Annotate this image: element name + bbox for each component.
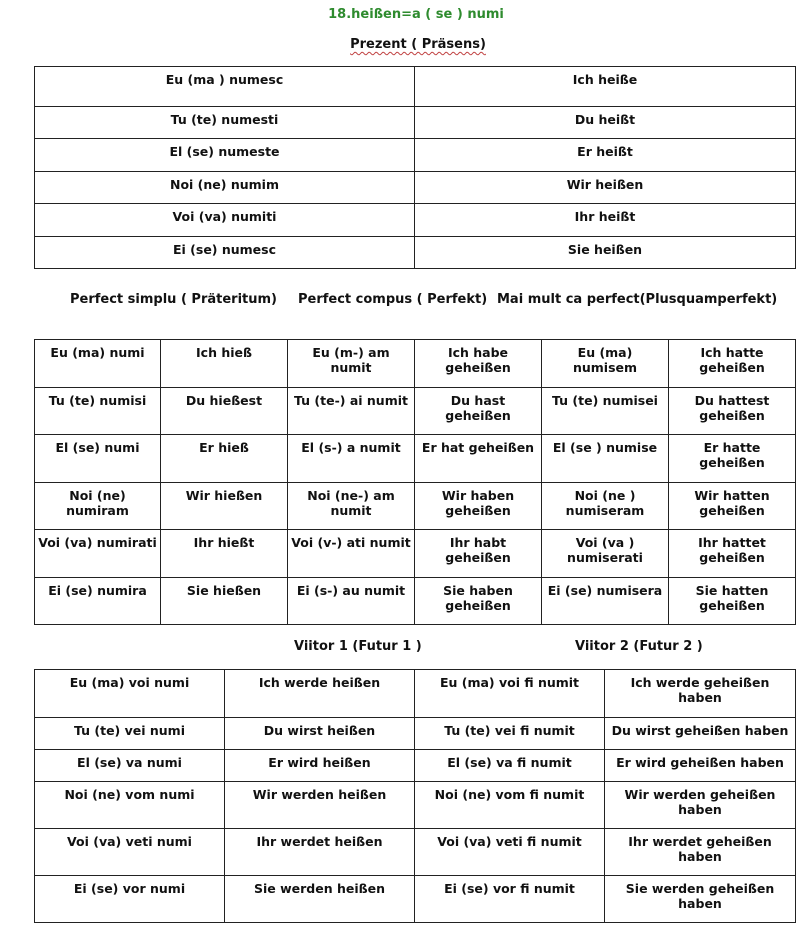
past-heading-preterite: Perfect simplu ( Präteritum) bbox=[70, 292, 277, 307]
present-cell: Sie heißen bbox=[415, 237, 796, 269]
future-cell: Voi (va) veti fi numit bbox=[415, 829, 605, 876]
past-cell: Sie hatten geheißen bbox=[669, 578, 796, 625]
past-cell: Tu (te) numisei bbox=[542, 388, 669, 435]
past-heading-pluperfect: Mai mult ca perfect(Plusquamperfekt) bbox=[497, 292, 778, 307]
future-cell: Ei (se) vor numi bbox=[35, 876, 225, 923]
future-row bbox=[35, 829, 796, 876]
past-row bbox=[35, 340, 796, 388]
future-cell: Du wirst heißen bbox=[225, 718, 415, 750]
future-cell: Noi (ne) vom fi numit bbox=[415, 782, 605, 829]
past-cell: Tu (te-) ai numit bbox=[288, 388, 415, 435]
future-row bbox=[35, 782, 796, 829]
past-cell: Du hießest bbox=[161, 388, 288, 435]
future-cell: Ich werde heißen bbox=[225, 670, 415, 718]
present-cell: Eu (ma ) numesc bbox=[35, 67, 415, 107]
past-cell: Wir hießen bbox=[161, 483, 288, 530]
past-cell: Eu (ma) numi bbox=[35, 340, 161, 388]
future-row bbox=[35, 750, 796, 782]
present-cell: Er heißt bbox=[415, 139, 796, 172]
future-cell: Eu (ma) voi numi bbox=[35, 670, 225, 718]
future-row bbox=[35, 670, 796, 718]
present-cell: Voi (va) numiti bbox=[35, 204, 415, 237]
past-row bbox=[35, 435, 796, 483]
past-cell: Er hat geheißen bbox=[415, 435, 542, 483]
future2-heading: Viitor 2 (Futur 2 ) bbox=[575, 639, 703, 654]
past-cell: Ich habe geheißen bbox=[415, 340, 542, 388]
future-cell: El (se) va fi numit bbox=[415, 750, 605, 782]
present-cell: Ei (se) numesc bbox=[35, 237, 415, 269]
past-cell: Ei (s-) au numit bbox=[288, 578, 415, 625]
future-cell: Er wird heißen bbox=[225, 750, 415, 782]
present-row bbox=[35, 172, 796, 204]
past-cell: Noi (ne) numiram bbox=[35, 483, 161, 530]
past-cell: Ich hatte geheißen bbox=[669, 340, 796, 388]
present-heading-text: Prezent ( Präsens) bbox=[350, 37, 486, 52]
past-cell: Voi (va) numirati bbox=[35, 530, 161, 578]
past-cell: Ihr habt geheißen bbox=[415, 530, 542, 578]
past-cell: Tu (te) numisi bbox=[35, 388, 161, 435]
future-cell: Wir werden heißen bbox=[225, 782, 415, 829]
future-cell: Ei (se) vor fi numit bbox=[415, 876, 605, 923]
future-cell: Er wird geheißen haben bbox=[605, 750, 796, 782]
future-cell: Noi (ne) vom numi bbox=[35, 782, 225, 829]
future-cell: Ihr werdet heißen bbox=[225, 829, 415, 876]
future-cell: Voi (va) veti numi bbox=[35, 829, 225, 876]
past-cell: El (s-) a numit bbox=[288, 435, 415, 483]
future-cell: Tu (te) vei fi numit bbox=[415, 718, 605, 750]
future-row bbox=[35, 876, 796, 923]
present-cell: El (se) numeste bbox=[35, 139, 415, 172]
past-cell: Ei (se) numira bbox=[35, 578, 161, 625]
past-cell: Er hatte geheißen bbox=[669, 435, 796, 483]
future-cell: El (se) va numi bbox=[35, 750, 225, 782]
past-cell: Voi (va ) numiserati bbox=[542, 530, 669, 578]
past-cell: Ich hieß bbox=[161, 340, 288, 388]
future-cell: Eu (ma) voi fi numit bbox=[415, 670, 605, 718]
past-cell: Du hast geheißen bbox=[415, 388, 542, 435]
past-table bbox=[34, 339, 796, 625]
past-cell: Eu (m-) am numit bbox=[288, 340, 415, 388]
future-cell: Du wirst geheißen haben bbox=[605, 718, 796, 750]
future-cell: Wir werden geheißen haben bbox=[605, 782, 796, 829]
past-cell: El (se) numi bbox=[35, 435, 161, 483]
present-row bbox=[35, 139, 796, 172]
future-cell: Sie werden heißen bbox=[225, 876, 415, 923]
past-cell: El (se ) numise bbox=[542, 435, 669, 483]
past-cell: Ihr hattet geheißen bbox=[669, 530, 796, 578]
past-cell: Wir hatten geheißen bbox=[669, 483, 796, 530]
past-row bbox=[35, 388, 796, 435]
present-cell: Ich heiße bbox=[415, 67, 796, 107]
past-cell: Noi (ne-) am numit bbox=[288, 483, 415, 530]
past-cell: Sie hießen bbox=[161, 578, 288, 625]
present-row bbox=[35, 67, 796, 107]
past-cell: Ei (se) numisera bbox=[542, 578, 669, 625]
future1-heading: Viitor 1 (Futur 1 ) bbox=[294, 639, 422, 654]
past-heading-perfect: Perfect compus ( Perfekt) bbox=[298, 292, 488, 307]
present-cell: Noi (ne) numim bbox=[35, 172, 415, 204]
present-heading bbox=[0, 37, 810, 52]
present-cell: Tu (te) numesti bbox=[35, 107, 415, 139]
past-row bbox=[35, 483, 796, 530]
past-cell: Wir haben geheißen bbox=[415, 483, 542, 530]
present-cell: Du heißt bbox=[415, 107, 796, 139]
future-cell: Sie werden geheißen haben bbox=[605, 876, 796, 923]
past-cell: Eu (ma) numisem bbox=[542, 340, 669, 388]
present-cell: Wir heißen bbox=[415, 172, 796, 204]
future-cell: Ich werde geheißen haben bbox=[605, 670, 796, 718]
past-cell: Du hattest geheißen bbox=[669, 388, 796, 435]
past-cell: Sie haben geheißen bbox=[415, 578, 542, 625]
present-cell: Ihr heißt bbox=[415, 204, 796, 237]
present-row bbox=[35, 204, 796, 237]
future-row bbox=[35, 718, 796, 750]
past-row bbox=[35, 578, 796, 625]
present-table bbox=[34, 66, 796, 269]
present-row bbox=[35, 237, 796, 269]
page-title: 18.heißen=a ( se ) numi bbox=[328, 7, 504, 22]
past-cell: Voi (v-) ati numit bbox=[288, 530, 415, 578]
present-row bbox=[35, 107, 796, 139]
past-cell: Noi (ne ) numiseram bbox=[542, 483, 669, 530]
past-row bbox=[35, 530, 796, 578]
future-table bbox=[34, 669, 796, 923]
past-cell: Er hieß bbox=[161, 435, 288, 483]
past-cell: Ihr hießt bbox=[161, 530, 288, 578]
future-cell: Ihr werdet geheißen haben bbox=[605, 829, 796, 876]
future-cell: Tu (te) vei numi bbox=[35, 718, 225, 750]
